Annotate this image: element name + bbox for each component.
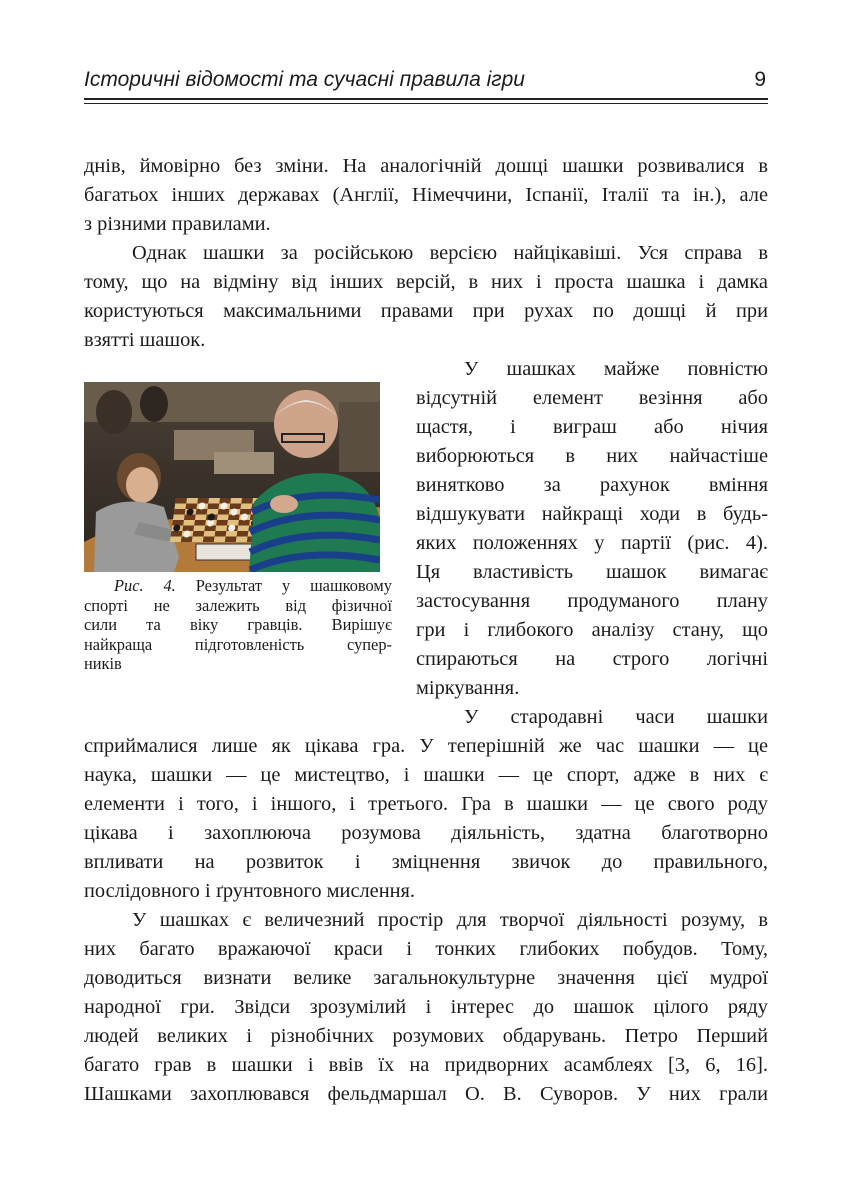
caption-line	[84, 576, 392, 596]
text-line: наука, шашки — це мистецтво, і шашки — це спорт, адже в них є	[84, 764, 768, 786]
text-line: з різними правилами.	[84, 213, 271, 235]
text-line: днів, ймовірно без зміни. На аналогічній дошці шашки розвивалися в	[84, 155, 768, 177]
caption-line: ників	[84, 654, 122, 673]
text-line: гри і глибокого аналізу стану, що	[416, 619, 768, 641]
text-line: них багато вражаючої краси і тонких глибоких побудов. Тому,	[84, 938, 768, 960]
text-line: людей великих і різнобічних розумових обдарувань. Петро Перший	[84, 1025, 768, 1047]
text-line: У стародавні часи шашки	[464, 706, 768, 728]
caption-line: найкраща підготовленість супер-	[84, 634, 392, 654]
text-line: У шашках майже повністю	[464, 358, 768, 380]
text-line: багато грав в шашки і ввів їх на придворних асамблеях [3, 6, 16].	[84, 1054, 768, 1076]
text-line: відсутній елемент везіння або	[416, 387, 768, 409]
header-rule	[84, 103, 768, 104]
header-rule	[84, 98, 768, 100]
text-line: послідовного і ґрунтовного мислення.	[84, 880, 416, 902]
text-line: багатьох інших державах (Англії, Німеччини, Іспанії, Італії та ін.), але	[84, 184, 768, 206]
text-line: Шашками захоплювався фельдмаршал О. В. Суворов. У них грали	[84, 1083, 768, 1105]
text-line: винятково за рахунок вміння	[416, 474, 768, 496]
running-header-title: Історичні відомості та сучасні правила ігри	[84, 68, 525, 91]
text-line: Однак шашки за російською версією найцікавіші. Уся справа в	[132, 242, 768, 264]
paragraph-3	[84, 732, 768, 906]
paragraph-4	[84, 906, 768, 1109]
text-line: впливати на розвиток і зміцнення звичок до правильного,	[84, 851, 768, 873]
text-line: відшукувати найкращі ходи в будь-	[416, 503, 768, 525]
text-line: Ця властивість шашок вимагає	[416, 561, 768, 583]
text-line: У шашках є величезний простір для творчої діяльності розуму, в	[132, 909, 768, 931]
text-line: елементи і того, і іншого, і третього. Гра в шашки — це свого роду	[84, 793, 768, 815]
page-number: 9	[754, 68, 766, 91]
figure-caption	[84, 576, 392, 674]
column-paragraph	[416, 355, 768, 732]
text-line: застосування продуманого плану	[416, 590, 768, 612]
paragraph-1	[84, 152, 768, 239]
figure-label: Рис. 4.	[114, 576, 176, 595]
paragraph-2	[84, 239, 768, 355]
text-line: виборюються в них найчастіше	[416, 445, 768, 467]
text-line: щастя, і виграш або нічия	[416, 416, 768, 438]
text-line: взятті шашок.	[84, 329, 206, 351]
figure-photo	[84, 382, 380, 572]
running-header	[84, 64, 768, 104]
text-line: спираються на строго логічні	[416, 648, 768, 670]
text-line: народної гри. Звідси зрозумілий і інтерес до шашок цілого ряду	[84, 996, 768, 1018]
text-line: яких положеннях у партії (рис. 4).	[416, 532, 768, 554]
text-line: тому, що на відміну від інших версій, в них і проста шашка і дамка	[84, 271, 768, 293]
text-line: доводиться визнати велике загальнокультурне значення цієї мудрої	[84, 967, 768, 989]
caption-line: спорті не залежить від фізичної	[84, 595, 392, 615]
text-line: цікава і захоплююча розумова діяльність, здатна благотворно	[84, 822, 768, 844]
text-line: користуються максимальними правами при рухах по дошці й при	[84, 300, 768, 322]
caption-text: Результат у шашковому	[195, 576, 392, 595]
caption-line: сили та віку гравців. Вирішує	[84, 615, 392, 634]
text-line: сприймалися лише як цікава гра. У теперішній же час шашки — це	[84, 735, 768, 757]
text-line: міркування.	[416, 677, 520, 699]
